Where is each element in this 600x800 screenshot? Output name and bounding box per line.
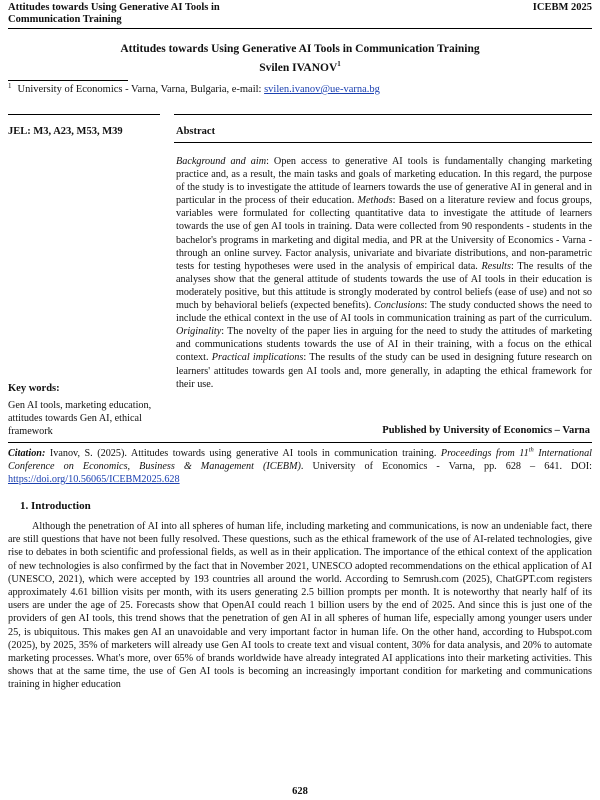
abstract-body [176,155,592,391]
abstract-text-results: : The results of the analyses show that the general attitude of students towards the use of AI tools in their education is moderately positive, but this attitude is strongly moderated by control beliefs (ease of use) and not so much by behavioral beliefs (expected benefits). [176,260,592,312]
abstract-label-background: Background and aim [176,156,267,167]
page-number: 628 [292,786,308,797]
citation-text-2: . University of Economics - Varna, pp. 628 – 641. DOI: [300,461,592,472]
abstract-heading-divider [174,142,592,143]
keywords-heading: Key words: [8,383,60,394]
publisher-note: Published by University of Economics – Varna [382,425,590,436]
abstract-label-results: Results [481,260,511,272]
author-sup: 1 [337,60,341,69]
author-name: Svilen IVANOV [259,62,338,74]
abstract-label-methods: Methods [357,195,393,207]
abstract-text-conclusions: : The study conducted shows the need to include the ethical context in the use of AI tools in communication training as part of the curriculum. [176,300,593,325]
abstract-text-background: : Open access to generative AI tools is fundamentally changing marketing practice and, as a result, the main tasks and goals of marketing education. In this regard, the purpose of the study is to investigate the attitude of learners towards the use of generative AI in general and in particular in the process of their education. [176,156,592,207]
affiliation-text: University of Economics - Varna, Varna, Bulgaria, e-mail: [17,84,265,95]
citation-text-1: Ivanov, S. (2025). Attitudes towards using generative AI tools in communication training. [45,448,441,459]
paper-title: Attitudes towards Using Generative AI Tools in Communication Training [120,43,480,55]
abstract-top-divider [174,114,592,115]
running-header [8,2,592,26]
abstract-label-implications: Practical implications [211,352,304,364]
header-divider [8,28,592,29]
citation [8,447,592,486]
abstract-heading: Abstract [176,126,216,137]
citation-proc-prefix: Proceedings from 11 [440,448,529,459]
abstract-text-implications: : The results of the study can be used in designing future research on learners' attitudes towards gen AI tools and, more generally, in adapting the ethical framework for their use. [176,352,592,390]
affiliation-divider [8,80,128,81]
section-heading-introduction: 1. Introduction [20,500,91,512]
jel-codes: JEL: M3, A23, M53, M39 [8,126,123,137]
author [0,62,600,74]
author-email-link[interactable]: svilen.ivanov@ue-varna.bg [264,84,380,95]
affiliation [8,81,592,95]
citation-label: Citation: [8,448,46,459]
doi-link[interactable]: https://doi.org/10.56065/ICEBM2025.628 [8,474,180,485]
abstract-text-methods: : Based on a literature review and focus groups, variables were formulated for collecting quantitative data to investigate the attitude of learners towards the use of gen AI tools in training. Data were collected from 90 respondents - students in the bachelor's programs in marketing and digital media, and PR at the University of Economics - Varna - through an online survey. Factor analysis, univariate and bivariate distributions, and non-parametric tests for testing hypotheses were used in the analysis of empirical data. [176,195,592,272]
introduction-paragraph: Although the penetration of AI into all spheres of human life, including marketing and communications, is now an undeniable fact, there are still questions that have not been fully resolved. These questions, such as the ethical framework of the use of AI-related technologies, give rise to debates in both scientific and professional fields, as well as in their application. The importance of the ethical context of the application of new technologies is also confirmed by the fact that in November 2021, UNESCO adopted recommendations on the ethical application of AI (UNESCO, 2021), which were accepted by 193 countries all around the world. According to Semrush.com (2025), ChatGPT.com registers approximately 4.61 billion visits per month, with its users generating 2.5 billion prompts per month. It is noteworthy that nearly half of its users are under the age of 25. Forecasts show that OpenAI could reach 1 billion users by the end of 2025. And since this is just one of the providers of gen AI tools, this trend shows that the penetration of gen AI in all spheres of human life, especially among younger users under 25, is ubiquitous. This makes gen AI an unavoidable and very important factor in human life. On the other hand, according to Hubspot.com (2025), by 2025, 35% of marketers will already use Gen AI tools to create text and visual content, 30% for data analysis, and 20% to automate marketing processes. What's more, over 65% of brands worldwide have already integrated AI applications into their marketing activities. This shows that at the same time, the use of Gen AI tools is becoming an increasingly important condition for marketing and communications training in higher education [8,521,592,691]
citation-divider [8,442,592,443]
abstract-label-originality: Originality [176,326,222,338]
jel-divider [8,114,160,115]
running-header-conference: ICEBM 2025 [532,2,592,13]
citation-proc-rest: International Conference on Economics, Business & Management (ICEBM) [8,448,593,472]
citation-proc-sup: th [528,446,534,454]
affiliation-sup: 1 [8,81,12,90]
keywords-text: Gen AI tools, marketing education, attitudes towards Gen AI, ethical framework [8,400,152,437]
running-header-title: Attitudes towards Using Generative AI Tools in Communication Training [8,2,220,25]
abstract-label-conclusions: Conclusions [374,300,425,312]
abstract-text-originality: : The novelty of the paper lies in arguing for the need to study the attitudes of marketing and communications students towards the use of AI in their training, with a focus on the ethical context. [176,326,592,364]
